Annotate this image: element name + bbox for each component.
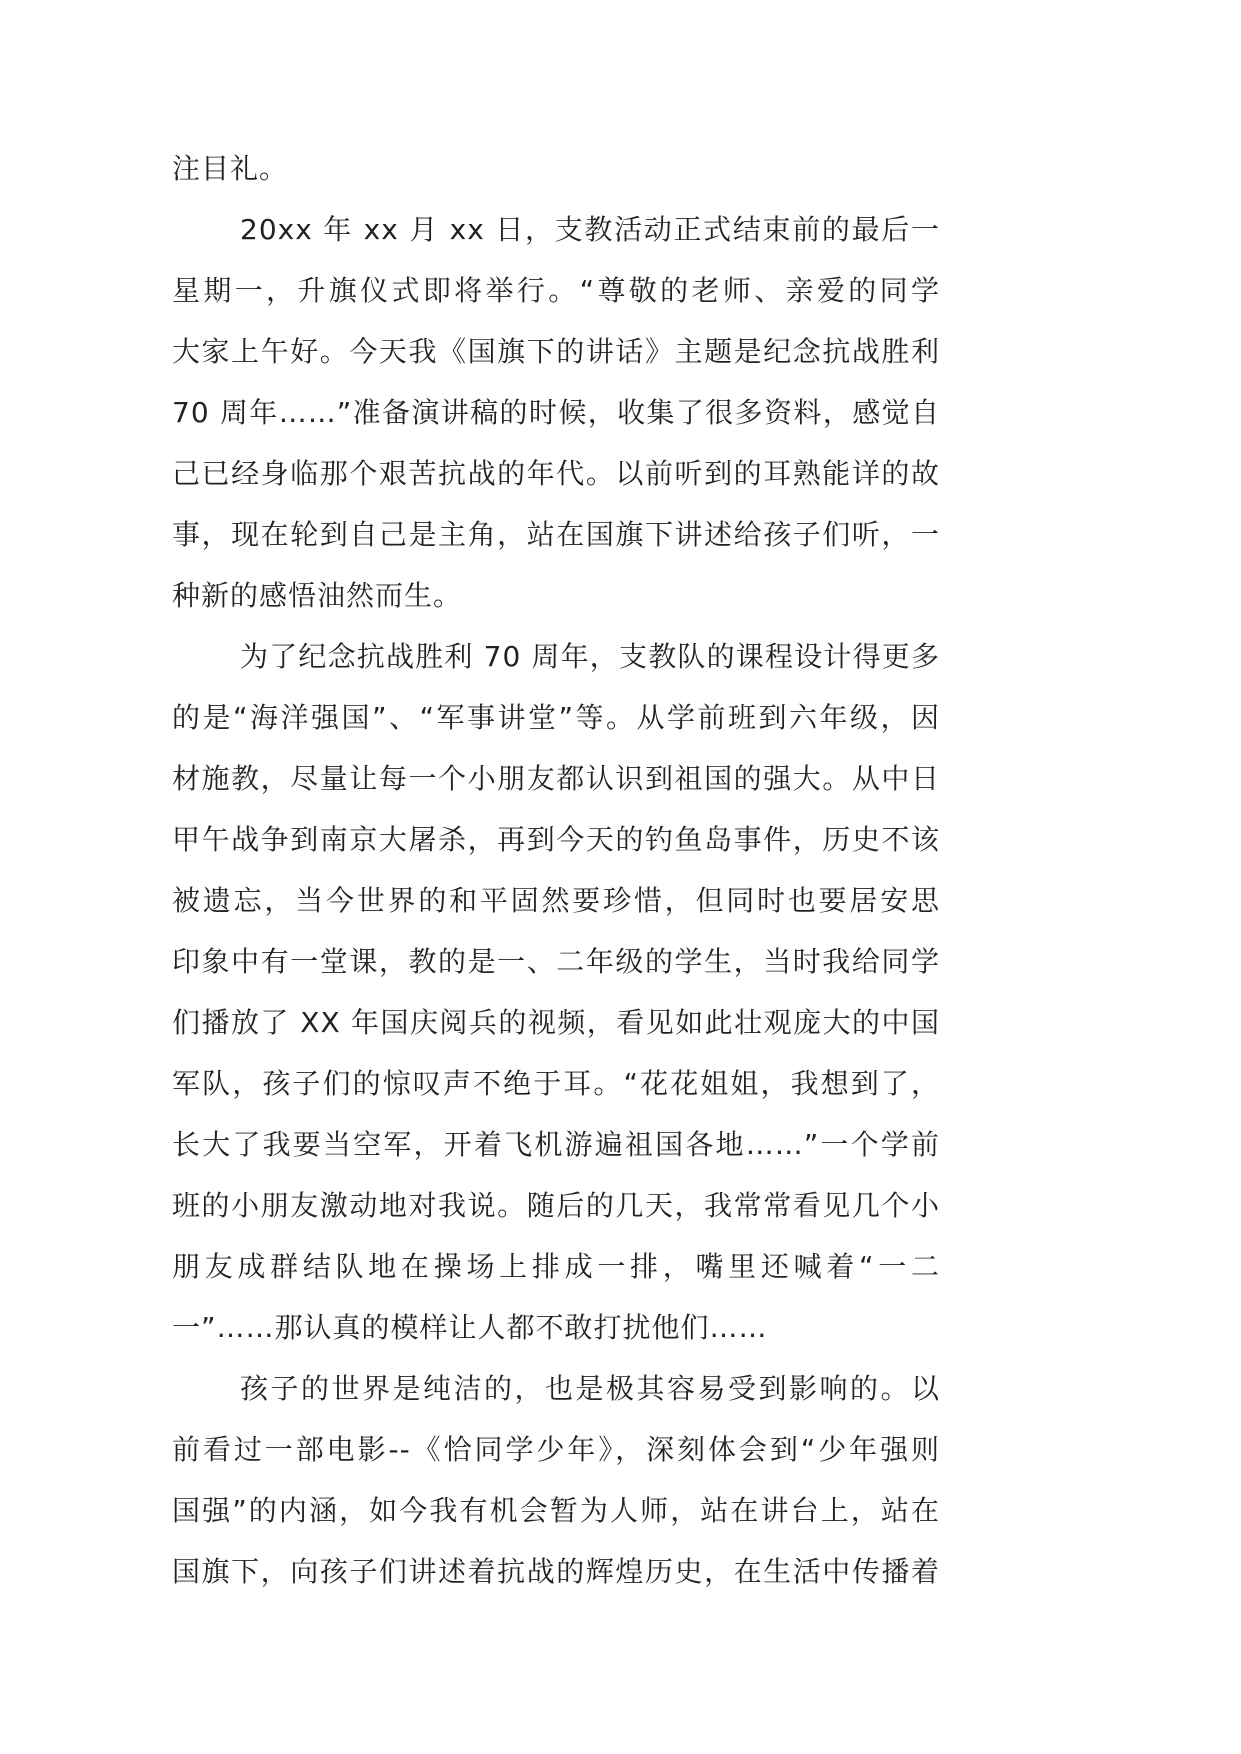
text-line: 军队，孩子们的惊叹声不绝于耳。“花花姐姐，我想到了， — [172, 1067, 940, 1100]
text-line: 注目礼。 — [172, 152, 289, 185]
text-line: 的是“海洋强国”、“军事讲堂”等。从学前班到六年级，因 — [172, 701, 940, 734]
text-line: 们播放了 XX 年国庆阅兵的视频，看见如此壮观庞大的中国 — [172, 1006, 940, 1039]
text-line: 国旗下，向孩子们讲述着抗战的辉煌历史，在生活中传播着 — [172, 1555, 940, 1588]
text-line: 孩子的世界是纯洁的，也是极其容易受到影响的。以 — [240, 1372, 940, 1405]
text-line: 材施教，尽量让每一个小朋友都认识到祖国的强大。从中日 — [172, 762, 940, 795]
text-line: 70 周年……”准备演讲稿的时候，收集了很多资料，感觉自 — [172, 396, 940, 429]
text-line: 国强”的内涵，如今我有机会暂为人师，站在讲台上，站在 — [172, 1494, 940, 1527]
text-line: 印象中有一堂课，教的是一、二年级的学生，当时我给同学 — [172, 945, 940, 978]
text-line: 事，现在轮到自己是主角，站在国旗下讲述给孩子们听，一 — [172, 518, 940, 551]
text-line: 长大了我要当空军，开着飞机游遍祖国各地……”一个学前 — [172, 1128, 940, 1161]
text-line: 种新的感悟油然而生。 — [172, 579, 463, 612]
text-line: 己已经身临那个艰苦抗战的年代。以前听到的耳熟能详的故 — [172, 457, 940, 490]
text-line: 星期一，升旗仪式即将举行。“尊敬的老师、亲爱的同学 — [172, 274, 940, 307]
text-line: 20xx 年 xx 月 xx 日，支教活动正式结束前的最后一 — [240, 213, 940, 246]
text-line: 大家上午好。今天我《国旗下的讲话》主题是纪念抗战胜利 — [172, 335, 940, 368]
text-line: 朋友成群结队地在操场上排成一排，嘴里还喊着“一二 — [172, 1250, 940, 1283]
text-line: 班的小朋友激动地对我说。随后的几天，我常常看见几个小 — [172, 1189, 940, 1222]
text-line: 被遗忘，当今世界的和平固然要珍惜，但同时也要居安思 — [172, 884, 940, 917]
text-line: 前看过一部电影--《恰同学少年》，深刻体会到“少年强则 — [172, 1433, 940, 1466]
text-line: 甲午战争到南京大屠杀，再到今天的钓鱼岛事件，历史不该 — [172, 823, 940, 856]
text-line: 一”……那认真的模样让人都不敢打扰他们…… — [172, 1311, 768, 1344]
text-line: 为了纪念抗战胜利 70 周年，支教队的课程设计得更多 — [240, 640, 940, 673]
document-page — [172, 138, 940, 1602]
